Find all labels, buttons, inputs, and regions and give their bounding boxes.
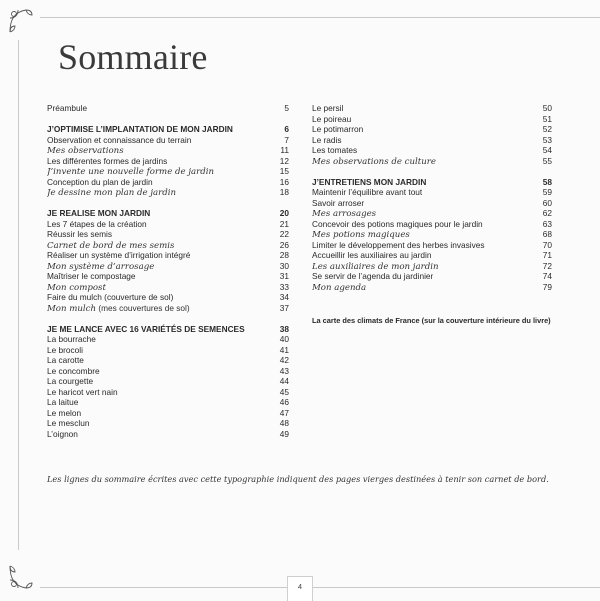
toc-entry-text: Le melon <box>47 407 82 418</box>
toc-entry-label <box>312 124 363 135</box>
toc-entry <box>47 397 289 408</box>
toc-page-number: 38 <box>279 323 289 334</box>
toc-entry-label <box>312 157 436 168</box>
toc-section-heading <box>47 124 289 135</box>
toc-entry-text: Mon système d’arrosage <box>47 261 155 272</box>
toc-entry-label <box>47 208 150 219</box>
toc-page-number: 55 <box>542 155 552 166</box>
toc-entry <box>312 187 552 198</box>
toc-entry <box>312 240 552 251</box>
toc-entry-label <box>312 145 357 156</box>
toc-entry <box>47 250 289 261</box>
corner-flourish-icon <box>6 6 36 36</box>
toc-entry-text: Le haricot vert nain <box>47 386 118 397</box>
toc-entry <box>312 271 552 282</box>
toc-spacer <box>47 313 289 324</box>
toc-page-number: 34 <box>279 292 289 302</box>
toc-page-number: 31 <box>279 271 289 281</box>
toc-entry <box>312 198 552 209</box>
toc-entry-label <box>47 124 233 135</box>
toc-entry <box>312 250 552 261</box>
toc-entry-text: Accueillir les auxiliaires au jardin <box>312 250 432 260</box>
toc-entry-text: Carnet de bord de mes semis <box>47 240 175 251</box>
toc-page-number: 43 <box>279 365 289 376</box>
toc-entry-label <box>312 271 433 282</box>
toc-journal-entry <box>47 145 289 156</box>
toc-entry-label <box>47 345 83 356</box>
toc-entry-label <box>312 283 366 294</box>
toc-page-number: 42 <box>279 355 289 365</box>
toc-entry-suffix: (mes couvertures de sol) <box>96 302 190 313</box>
toc-entry <box>47 271 289 282</box>
toc-page-number: 51 <box>542 113 552 124</box>
toc-page-number: 40 <box>279 334 289 344</box>
toc-entry-label <box>47 408 81 419</box>
toc-entry <box>47 376 289 387</box>
toc-journal-entry <box>47 282 289 293</box>
toc-entry-text: Conception du plan de jardin <box>47 176 153 187</box>
toc-entry-label <box>47 250 190 261</box>
toc-page-number: 22 <box>279 229 289 239</box>
toc-entry-text: La carotte <box>47 355 84 365</box>
toc-entry <box>312 145 552 156</box>
toc-entry-text: Je dessine mon plan de jardin <box>47 188 176 198</box>
toc-entry-text: Savoir arroser <box>312 197 365 208</box>
toc-entry-label <box>47 135 191 146</box>
toc-journal-entry <box>312 208 552 219</box>
toc-entry-label <box>312 250 431 261</box>
toc-entry-text: Maintenir l’équilibre avant tout <box>312 187 423 197</box>
toc-entry-text: Les 7 étapes de la création <box>47 218 147 229</box>
toc-entry-text: La courgette <box>47 376 94 386</box>
toc-journal-entry <box>312 261 552 272</box>
toc-entry-text: Se servir de l’agenda du jardinier <box>312 271 434 281</box>
toc-entry-label <box>47 387 118 398</box>
toc-page-number: 21 <box>279 218 289 229</box>
toc-entry-text: La bourrache <box>47 334 96 344</box>
toc-right-column <box>312 103 552 292</box>
toc-spacer <box>47 114 289 125</box>
toc-entry-text: La laitue <box>47 397 79 407</box>
toc-page-number: 70 <box>542 239 552 250</box>
toc-entry-text: Limiter le développement des herbes invasives <box>312 239 485 250</box>
toc-page-number: 16 <box>279 176 289 187</box>
toc-entry-label <box>47 376 93 387</box>
toc-journal-entry <box>312 156 552 167</box>
toc-entry-label <box>47 271 136 282</box>
toc-journal-entry <box>47 187 289 198</box>
toc-entry-label <box>47 103 87 114</box>
toc-section-heading <box>312 177 552 188</box>
toc-page-number: 7 <box>284 134 289 145</box>
toc-entry-text: Mes observations <box>47 146 124 156</box>
frame-left-line <box>18 40 19 550</box>
toc-page-number: 48 <box>279 418 289 428</box>
toc-entry <box>47 345 289 356</box>
toc-entry-label <box>312 103 343 114</box>
toc-entry-label <box>47 188 176 199</box>
toc-page-number: 47 <box>279 407 289 418</box>
toc-entry-label <box>47 418 89 429</box>
toc-spacer <box>47 198 289 209</box>
toc-journal-entry <box>47 261 289 272</box>
toc-page-number: 12 <box>279 155 289 166</box>
toc-entry-label <box>47 324 245 335</box>
toc-entry-label <box>47 219 147 230</box>
toc-entry-label <box>312 187 422 198</box>
toc-entry-text: Mon mulch <box>47 303 97 314</box>
toc-entry-text: Réussir les semis <box>47 229 113 239</box>
toc-entry <box>312 114 552 125</box>
toc-entry-text: Mon compost <box>47 282 106 293</box>
frame-top-line <box>40 17 600 18</box>
toc-section-heading <box>47 324 289 335</box>
toc-entry-label <box>47 177 153 188</box>
toc-page-number: 62 <box>542 208 552 218</box>
toc-entry-text: Les différentes formes de jardins <box>47 155 168 166</box>
toc-section-heading <box>47 208 289 219</box>
toc-entry <box>47 219 289 230</box>
toc-page-number: 41 <box>279 344 289 355</box>
toc-journal-entry <box>312 229 552 240</box>
toc-entry-text: Le persil <box>312 103 344 113</box>
toc-page-number: 18 <box>279 187 289 197</box>
toc-page-number: 71 <box>542 250 552 260</box>
frame-bottom-line <box>40 587 287 588</box>
toc-page-number: 74 <box>542 271 552 281</box>
toc-entry-text: Réaliser un système d’irrigation intégré <box>47 250 191 260</box>
toc-entry <box>47 177 289 188</box>
toc-left-column <box>47 103 289 439</box>
toc-entry-label <box>47 334 96 345</box>
toc-entry-text: L’oignon <box>47 428 78 439</box>
toc-entry <box>47 408 289 419</box>
toc-entry-text: Préambule <box>47 103 88 113</box>
toc-entry-label <box>312 219 483 230</box>
toc-entry-label <box>47 303 190 315</box>
toc-page-number: 49 <box>279 428 289 439</box>
toc-entry <box>312 219 552 230</box>
toc-page-number: 58 <box>542 176 552 187</box>
toc-entry-text: Observation et connaissance du terrain <box>47 134 192 145</box>
toc-entry-text: Mes observations de culture <box>312 156 436 167</box>
toc-entry-label <box>312 135 342 146</box>
frame-bottom-line-right <box>312 587 600 588</box>
climate-map-note: La carte des climats de France (sur la couverture intérieure du livre) <box>312 316 551 325</box>
toc-entry-text: Maîtriser le compostage <box>47 271 136 281</box>
toc-entry <box>47 156 289 167</box>
toc-entry-label <box>47 355 84 366</box>
toc-entry-label <box>47 397 78 408</box>
toc-entry-text: Concevoir des potions magiques pour le jardin <box>312 218 483 229</box>
toc-journal-entry <box>47 303 289 314</box>
toc-page-number: 59 <box>542 187 552 197</box>
toc-entry-text: Le concombre <box>47 365 100 376</box>
toc-entry-text: Mes potions magiques <box>312 230 410 240</box>
toc-page-number: 60 <box>542 197 552 208</box>
page-number: 4 <box>287 576 313 601</box>
toc-page-number: 45 <box>279 386 289 397</box>
toc-page-number: 15 <box>279 166 289 176</box>
toc-entry-text: Le potimarron <box>312 124 364 134</box>
toc-entry-label <box>47 429 78 440</box>
toc-page-number: 20 <box>279 208 289 218</box>
toc-entry <box>47 355 289 366</box>
toc-entry <box>47 103 289 114</box>
toc-entry <box>47 387 289 398</box>
toc-entry <box>47 292 289 303</box>
toc-entry <box>312 103 552 114</box>
toc-journal-entry <box>312 282 552 293</box>
toc-spacer <box>312 166 552 177</box>
toc-entry-text: JE ME LANCE AVEC 16 VARIÉTÉS DE SEMENCES <box>47 323 245 334</box>
toc-page-number: 28 <box>279 250 289 260</box>
toc-entry-text: Le brocoli <box>47 344 83 355</box>
toc-entry-text: J’ENTRETIENS MON JARDIN <box>312 176 427 187</box>
toc-journal-entry <box>47 240 289 251</box>
toc-entry <box>47 135 289 146</box>
toc-entry-label <box>47 156 167 167</box>
toc-entry-text: Mes arrosages <box>312 209 377 219</box>
toc-page-number: 11 <box>280 145 289 155</box>
toc-entry-text: Les tomates <box>312 145 358 155</box>
toc-page-number: 63 <box>542 218 552 229</box>
toc-page-number: 26 <box>279 239 289 250</box>
page-title: Sommaire <box>58 37 208 77</box>
toc-page-number: 37 <box>279 302 289 313</box>
toc-entry <box>312 124 552 135</box>
toc-entry-text: Le mesclun <box>47 418 90 428</box>
toc-entry-label <box>47 366 100 377</box>
toc-entry-text: Les auxiliaires de mon jardin <box>312 261 439 272</box>
toc-entry-text: J’invente une nouvelle forme de jardin <box>47 167 215 177</box>
toc-page-number: 54 <box>542 145 552 155</box>
toc-entry-text: Le radis <box>312 134 342 145</box>
toc-entry-label <box>312 114 351 125</box>
toc-entry-label <box>47 292 173 303</box>
toc-page-number: 6 <box>284 124 289 134</box>
toc-page-number: 44 <box>279 376 289 386</box>
toc-page-number: 72 <box>542 260 552 271</box>
toc-page-number: 50 <box>542 103 552 113</box>
toc-entry-text: Le poireau <box>312 113 352 124</box>
toc-entry-label <box>312 177 426 188</box>
toc-page-number: 68 <box>542 229 552 239</box>
toc-entry <box>47 418 289 429</box>
toc-page-number: 30 <box>279 260 289 271</box>
toc-entry-text: Faire du mulch (couverture de sol) <box>47 292 174 302</box>
toc-entry <box>312 135 552 146</box>
toc-journal-entry <box>47 166 289 177</box>
script-typography-footnote: Les lignes du sommaire écrites avec cette typographie indiquent des pages vierges destinées à tenir son carnet de bord. <box>47 474 549 484</box>
toc-page-number: 79 <box>542 281 552 292</box>
toc-entry-text: Mon agenda <box>312 282 367 293</box>
toc-entry-label <box>47 229 112 240</box>
toc-page-number: 53 <box>542 134 552 145</box>
toc-page-number: 46 <box>279 397 289 407</box>
toc-page-number: 52 <box>542 124 552 134</box>
toc-page-number: 33 <box>279 281 289 292</box>
corner-flourish-icon <box>6 562 36 592</box>
toc-entry-label <box>312 198 364 209</box>
toc-entry-label <box>312 240 485 251</box>
toc-entry-text: J’OPTIMISE L’IMPLANTATION DE MON JARDIN <box>47 124 233 134</box>
toc-entry <box>47 429 289 440</box>
toc-entry <box>47 334 289 345</box>
toc-entry <box>47 229 289 240</box>
toc-page-number: 5 <box>284 103 289 113</box>
toc-entry <box>47 366 289 377</box>
toc-entry-text: JE REALISE MON JARDIN <box>47 208 151 218</box>
